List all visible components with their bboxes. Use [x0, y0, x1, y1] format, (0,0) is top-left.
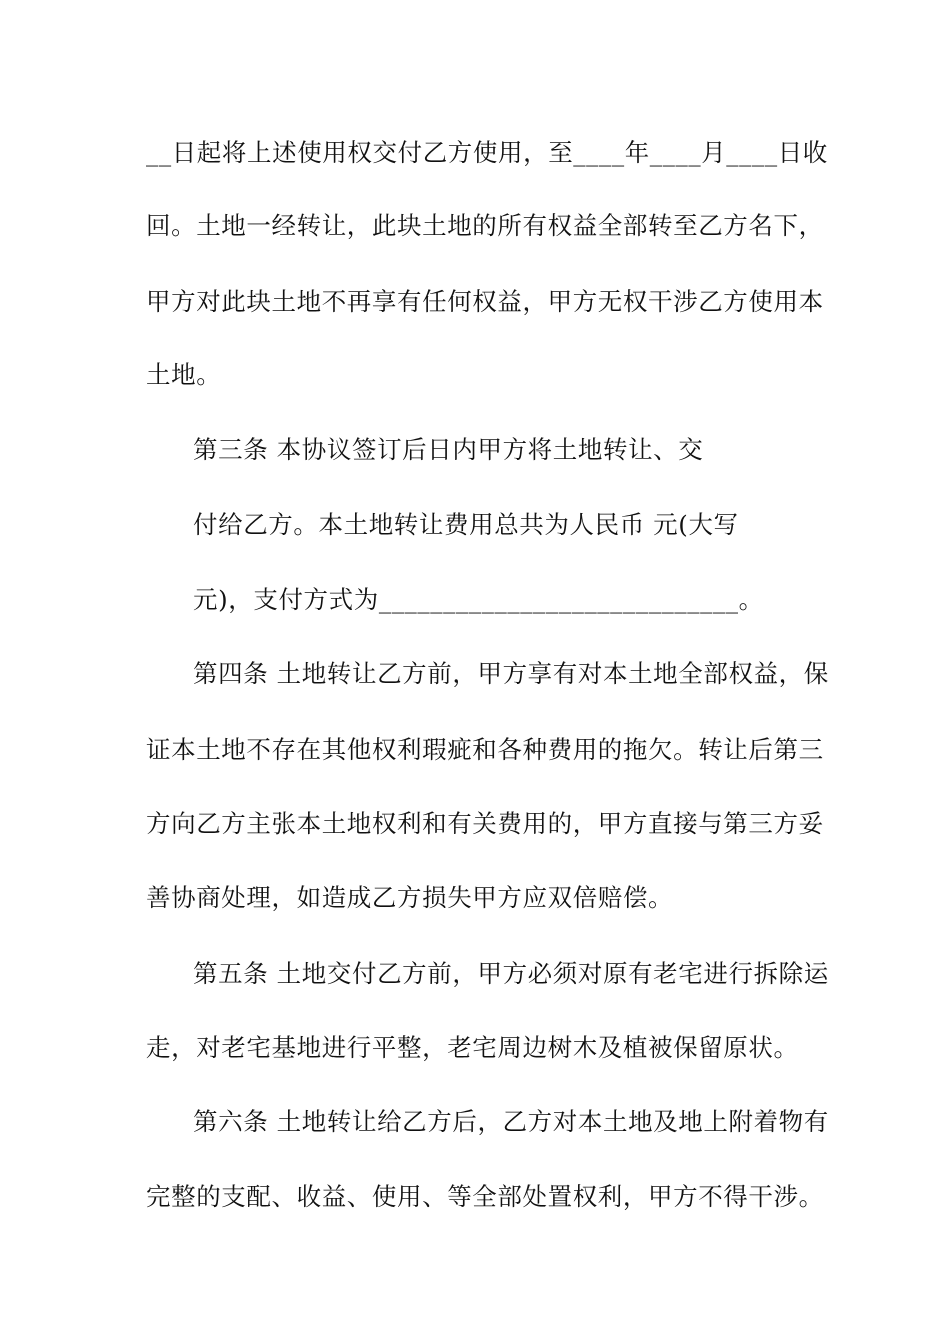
paragraph-line: 回。土地一经转让，此块土地的所有权益全部转至乙方名下， [146, 211, 824, 240]
article-5-heading-line: 第五条 土地交付乙方前，甲方必须对原有老宅进行拆除运 [193, 959, 829, 988]
paragraph-line: 付给乙方。本土地转让费用总共为人民币 元(大写 [193, 510, 739, 539]
paragraph-line: __日起将上述使用权交付乙方使用，至____年____月____日收 [146, 138, 828, 167]
article-3-heading-line: 第三条 本协议签订后日内甲方将土地转让、交 [193, 435, 704, 464]
paragraph-line: 走，对老宅基地进行平整，老宅周边树木及植被保留原状。 [146, 1033, 799, 1062]
article-4-heading-line: 第四条 土地转让乙方前，甲方享有对本土地全部权益，保 [193, 659, 829, 688]
article-6-heading-line: 第六条 土地转让给乙方后，乙方对本土地及地上附着物有 [193, 1107, 829, 1136]
payment-method-line: 元)，支付方式为____________________________。 [193, 585, 764, 614]
paragraph-line: 甲方对此块土地不再享有任何权益，甲方无权干涉乙方使用本 [146, 287, 824, 316]
paragraph-line: 方向乙方主张本土地权利和有关费用的，甲方直接与第三方妥 [146, 809, 824, 838]
paragraph-line: 土地。 [146, 360, 222, 389]
paragraph-line: 善协商处理，如造成乙方损失甲方应双倍赔偿。 [146, 883, 674, 912]
paragraph-line: 证本土地不存在其他权利瑕疵和各种费用的拖欠。转让后第三 [146, 735, 824, 764]
paragraph-line: 完整的支配、收益、使用、等全部处置权利，甲方不得干涉。 [146, 1182, 824, 1211]
